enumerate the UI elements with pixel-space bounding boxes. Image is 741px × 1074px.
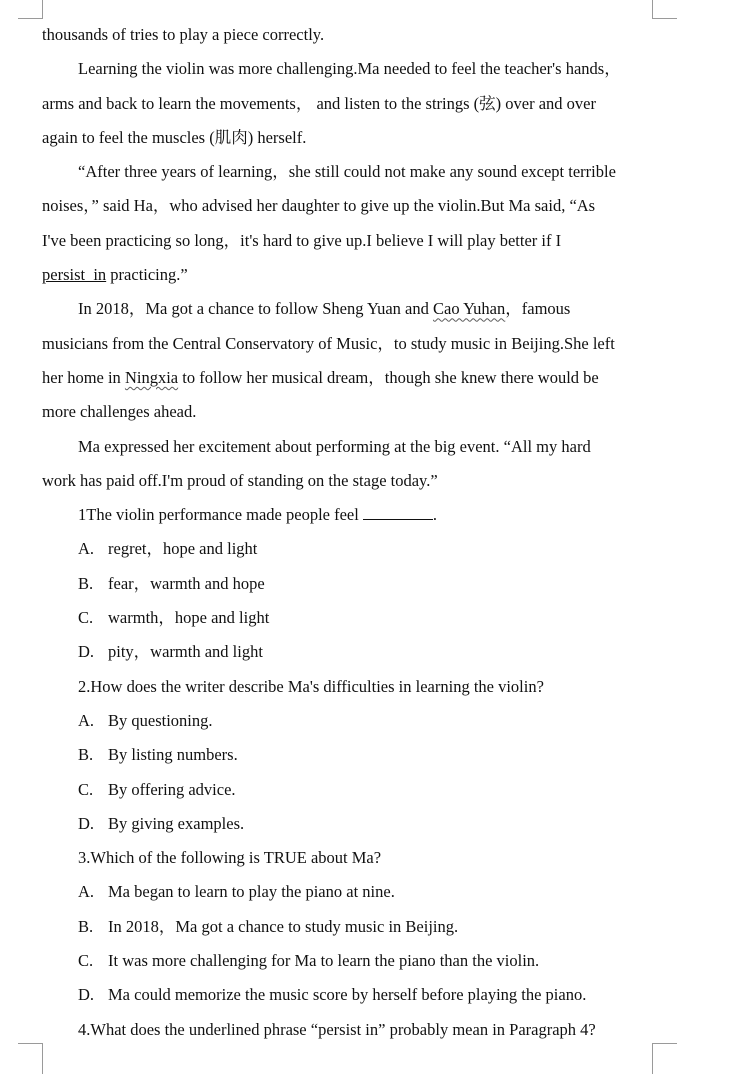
answer-option (42, 635, 662, 669)
paragraph-line: arms and back to learn the movements， and listen to the strings (弦) over and over (42, 93, 596, 113)
question-text-end: . (432, 505, 437, 525)
option-letter: C. (78, 779, 94, 799)
paragraph-line: Ma expressed her excitement about performing at the big event. “All my hard (78, 436, 591, 456)
spellcheck-flagged-name: Cao Yuhan (432, 299, 506, 319)
option-text: pity，warmth and light (108, 642, 263, 662)
paragraph-line (42, 361, 662, 395)
option-text: regret，hope and light (108, 539, 258, 559)
paragraph-line (42, 292, 662, 326)
option-letter: B. (78, 573, 94, 593)
underlined-phrase: persist_in (42, 265, 107, 285)
paragraph-line: Learning the violin was more challenging.Ma needed to feel the teacher's hands， (78, 59, 621, 79)
page-corner-mark-top-left (18, 0, 43, 19)
answer-option (42, 807, 662, 841)
answer-option (42, 910, 662, 944)
option-letter: B. (78, 916, 94, 936)
option-text: fear，warmth and hope (108, 573, 265, 593)
paragraph-line: “After three years of learning，she still could not make any sound except terrible (78, 162, 616, 182)
text-run: In 2018，Ma got a chance to follow Sheng Yuan and (78, 299, 433, 319)
answer-option (42, 532, 662, 566)
option-text: By questioning. (108, 710, 213, 730)
paragraph-line: noises，” said Ha，who advised her daughter to give up the violin.But Ma said, “As (42, 196, 596, 216)
answer-option (42, 601, 662, 635)
option-letter: C. (78, 608, 94, 628)
question-stem: 3.Which of the following is TRUE about Ma? (78, 848, 382, 868)
page-corner-mark-bottom-right (652, 1043, 677, 1074)
option-text: warmth，hope and light (108, 608, 270, 628)
option-letter: A. (78, 539, 95, 559)
answer-option (42, 738, 662, 772)
page-corner-mark-bottom-left (18, 1043, 43, 1074)
paragraph-line: work has paid off.I'm proud of standing on the stage today.” (42, 470, 438, 490)
paragraph-line (42, 258, 662, 292)
answer-option (42, 944, 662, 978)
text-run: practicing.” (106, 265, 188, 285)
spellcheck-flagged-place: Ningxia (124, 367, 179, 387)
option-text: In 2018，Ma got a chance to study music in Beijing. (108, 916, 459, 936)
option-text: By offering advice. (108, 779, 236, 799)
page-corner-mark-top-right (652, 0, 677, 19)
option-text: Ma could memorize the music score by herself before playing the piano. (108, 985, 587, 1005)
option-letter: B. (78, 745, 94, 765)
option-letter: D. (78, 813, 95, 833)
paragraph-line: musicians from the Central Conservatory of Music，to study music in Beijing.She left (42, 333, 615, 353)
option-letter: C. (78, 951, 94, 971)
text-run: to follow her musical dream，though she knew there would be (178, 367, 599, 387)
answer-blank (363, 505, 433, 520)
answer-option (42, 978, 662, 1012)
option-text: By listing numbers. (108, 745, 238, 765)
option-letter: D. (78, 985, 95, 1005)
answer-option (42, 704, 662, 738)
option-letter: A. (78, 882, 95, 902)
answer-option (42, 567, 662, 601)
question-stem: 2.How does the writer describe Ma's difficulties in learning the violin? (78, 676, 544, 696)
option-text: It was more challenging for Ma to learn the piano than the violin. (108, 951, 540, 971)
question-text: 1The violin performance made people feel (78, 505, 359, 525)
answer-option (42, 875, 662, 909)
question-stem (42, 498, 662, 532)
question-stem: 4.What does the underlined phrase “persist in” probably mean in Paragraph 4? (78, 1019, 596, 1039)
text-run: her home in (42, 367, 125, 387)
option-letter: A. (78, 710, 95, 730)
text-run: ，famous (505, 299, 571, 319)
paragraph-line: more challenges ahead. (42, 402, 197, 422)
paragraph-line: I've been practicing so long，it's hard to give up.I believe I will play better if I (42, 230, 562, 250)
paragraph-line: thousands of tries to play a piece correctly. (42, 25, 325, 44)
answer-option (42, 773, 662, 807)
paragraph-line: again to feel the muscles (肌肉) herself. (42, 127, 307, 147)
option-text: By giving examples. (108, 813, 245, 833)
option-text: Ma began to learn to play the piano at nine. (108, 882, 395, 902)
option-letter: D. (78, 642, 95, 662)
document-body (42, 18, 662, 1047)
